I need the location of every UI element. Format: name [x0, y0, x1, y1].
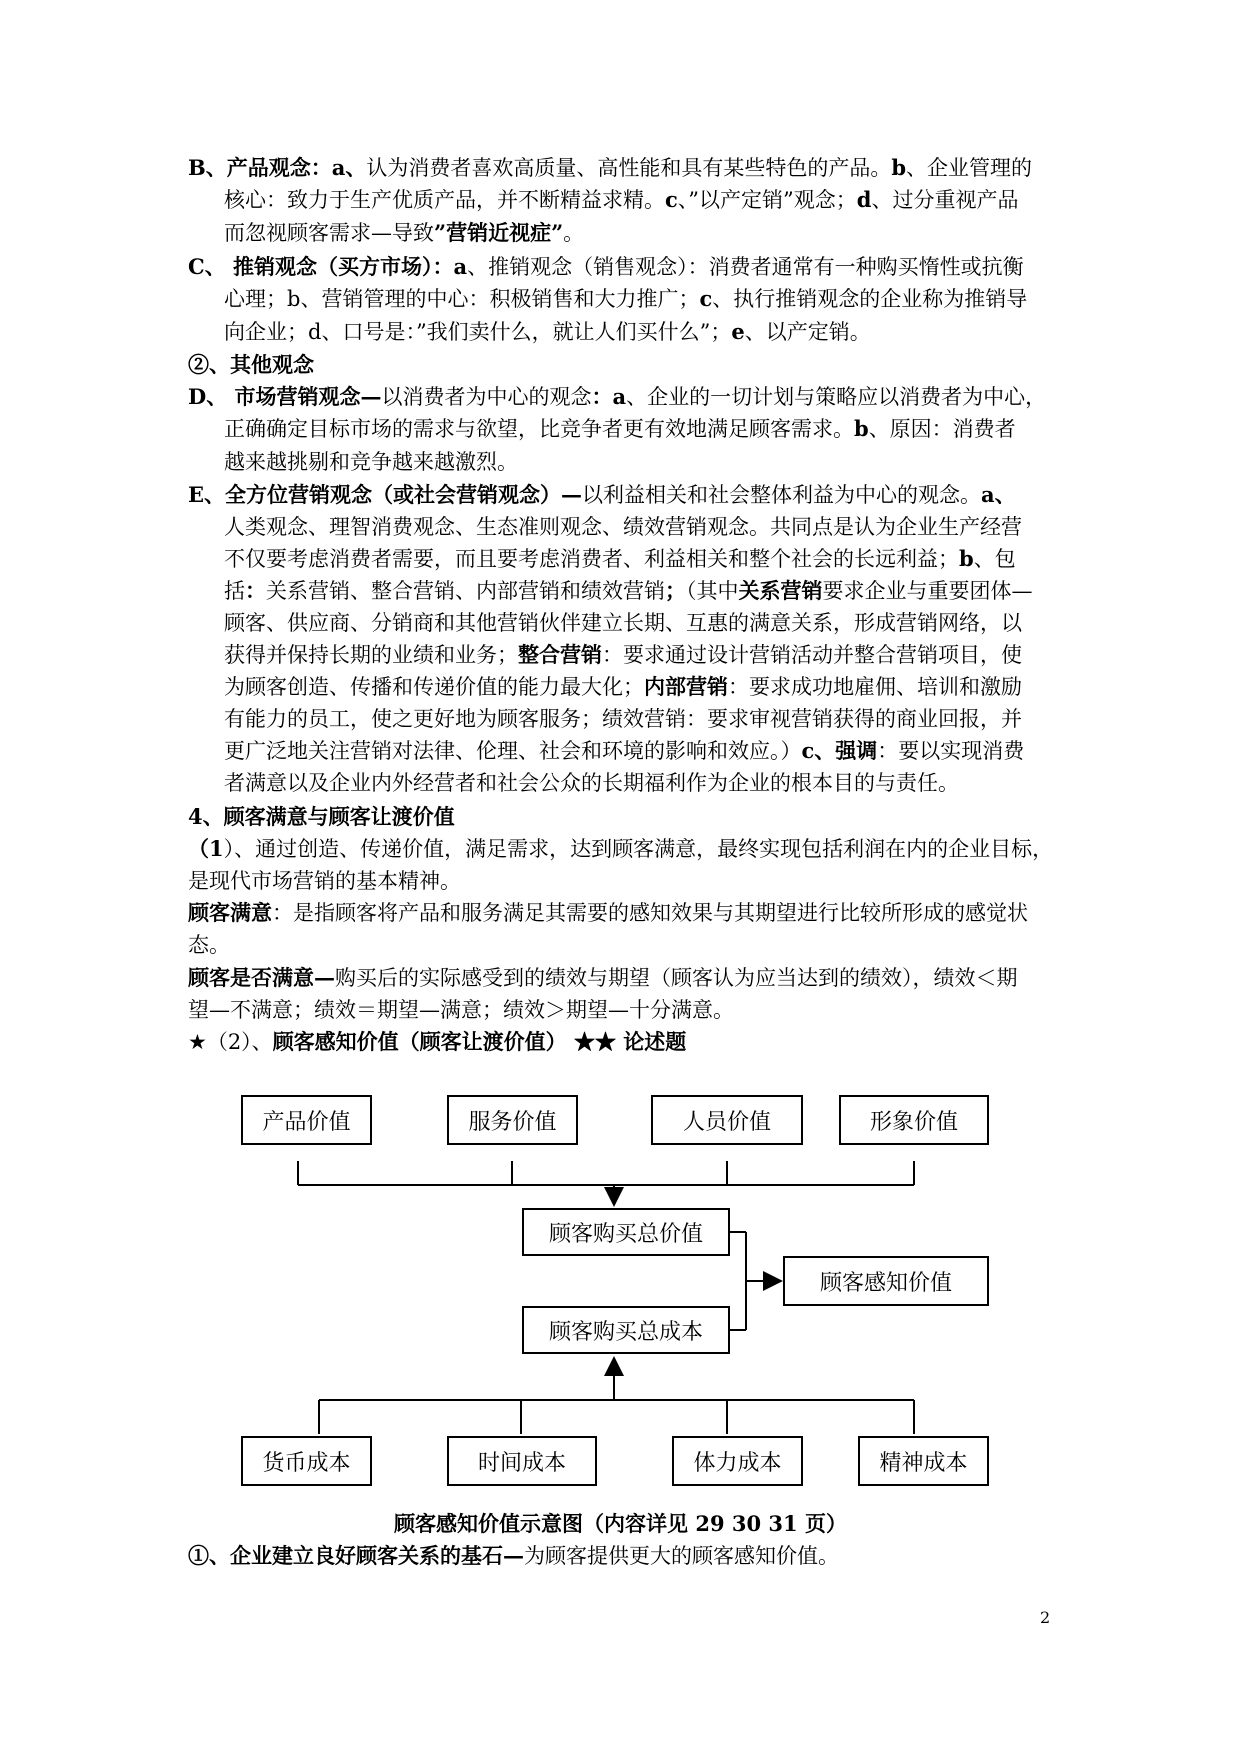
text-run: b — [854, 416, 869, 441]
text-run: 、推销观念（销售观念）：消费者通常有一种购买惰性或抗衡 — [467, 255, 1024, 279]
text-run: 、过分重视产品 — [871, 188, 1019, 212]
text-run: 为顾客创造、传播和传递价值的能力最大化； — [224, 675, 644, 699]
text-run: ：要以实现消费 — [877, 739, 1025, 763]
text-run: 、原因：消费者 — [868, 417, 1016, 441]
text-run: ”营销近视症” — [434, 220, 564, 245]
text-run: 关系营销、整合营销、内部营销和绩效营销 — [266, 579, 665, 603]
text-run: 、企业管理的 — [906, 156, 1033, 180]
text-run: B、产品观念：a、 — [188, 155, 367, 180]
text-run: e — [731, 319, 745, 344]
text-run: ②、其他观念 — [188, 352, 314, 377]
text-run: 望—不满意；绩效＝期望—满意；绩效＞期望—十分满意。 — [188, 998, 734, 1022]
cost-physical: 体力成本 — [672, 1436, 803, 1486]
text-run: 购买后的实际感受到的绩效与期望（顾客认为应当达到的绩效），绩效＜期 — [335, 966, 1018, 990]
text-run: ： — [245, 578, 266, 603]
cost-mental: 精神成本 — [858, 1436, 989, 1486]
text-run: 、”以产定销”观念； — [677, 188, 857, 212]
text-run: 顾客感知价值（顾客让渡价值） ★★ 论述题 — [272, 1029, 687, 1054]
value-image: 形象价值 — [839, 1095, 989, 1145]
text-run: E、全方位营销观念（或社会营销观念）— — [188, 482, 583, 507]
text-run: 不仅要考虑消费者需要，而且要考虑消费者、利益相关和整个社会的长远利益； — [224, 547, 959, 571]
page-number: 2 — [1040, 1608, 1051, 1627]
value-product: 产品价值 — [241, 1095, 372, 1145]
text-run: 要求企业与重要团体— — [822, 579, 1033, 603]
text-run: 整合营销 — [518, 642, 602, 667]
text-run: ）、通过创造、传递价值，满足需求，达到顾客满意，最终实现包括利润在内的企业目标， — [223, 837, 1054, 861]
text-run: 、执行推销观念的企业称为推销导 — [712, 287, 1028, 311]
text-run: 态。 — [188, 933, 230, 957]
text-run: 顾客满意 — [188, 900, 272, 925]
text-run: 关系营销 — [738, 578, 823, 603]
text-run: ★（2）、 — [188, 1030, 273, 1054]
text-run: 认为消费者喜欢高质量、高性能和具有某些特色的产品。 — [366, 156, 892, 180]
text-run: （1 — [188, 836, 224, 861]
text-run: 而忽视顾客需求—导致 — [224, 221, 434, 245]
text-run: 括 — [224, 579, 245, 603]
text-run: ：要求通过设计营销活动并整合营销项目，使 — [602, 643, 1022, 667]
value-personnel: 人员价值 — [651, 1095, 803, 1145]
text-run: ：a — [591, 384, 627, 409]
text-run: 顾客是否满意— — [188, 965, 335, 990]
closing-line — [188, 1540, 1241, 1572]
text-run: （其中 — [686, 579, 739, 603]
text-run: ：要求成功地雇佣、培训和激励 — [728, 675, 1022, 699]
text-run: ①、企业建立良好顾客关系的基石— — [188, 1543, 524, 1568]
text-run: 顾客、供应商、分销商和其他营销伙伴建立长期、互惠的满意关系，形成营销网络，以 — [224, 611, 1022, 635]
text-run: 更广泛地关注营销对法律、伦理、社会和环境的影响和效应。） — [224, 739, 802, 763]
text-run: 、企业的一切计划与策略应以消费者为中心， — [626, 385, 1047, 409]
diagram-caption: 顾客感知价值示意图（内容详见 29 30 31 页） — [394, 1511, 847, 1536]
text-run: 4、顾客满意与顾客让渡价值 — [188, 804, 455, 829]
perceived-value-box: 顾客感知价值 — [783, 1256, 989, 1306]
text-run: 核心：致力于生产优质产品，并不断精益求精。 — [224, 188, 665, 212]
text-run: 获得并保持长期的业绩和业务； — [224, 643, 518, 667]
text-run: 心理；b、营销管理的中心：积极销售和大力推广； — [224, 287, 700, 311]
text-run: 、以产定销。 — [744, 320, 871, 344]
text-run: 是现代市场营销的基本精神。 — [188, 869, 461, 893]
text-run: 越来越挑剔和竞争越来越激烈。 — [224, 450, 518, 474]
value-service: 服务价值 — [447, 1095, 578, 1145]
text-run: c — [665, 187, 678, 212]
text-run: 者满意以及企业内外经营者和社会公众的长期福利作为企业的根本目的与责任。 — [224, 771, 959, 795]
text-run: 有能力的员工，使之更好地为顾客服务；绩效营销：要求审视营销获得的商业回报，并 — [224, 707, 1022, 731]
text-run: 内部营销 — [644, 674, 728, 699]
text-run: 。 — [563, 221, 585, 245]
text-run: C、 推销观念（买方市场）：a — [188, 254, 468, 279]
cost-time: 时间成本 — [447, 1436, 597, 1486]
text-run: 人类观念、理智消费观念、生态准则观念、绩效营销观念。共同点是认为企业生产经营 — [224, 515, 1022, 539]
text-run: D、 市场营销观念— — [188, 384, 382, 409]
text-run: b — [891, 155, 907, 180]
text-run: c — [699, 286, 713, 311]
total-cost-box: 顾客购买总成本 — [522, 1306, 730, 1354]
text-run: ； — [665, 578, 686, 603]
text-run: 正确确定目标市场的需求与欲望，比竞争者更有效地满足顾客需求。 — [224, 417, 854, 441]
text-run: c、强调 — [801, 738, 878, 763]
text-run: b — [959, 546, 974, 571]
total-value-box: 顾客购买总价值 — [522, 1208, 730, 1256]
text-run: 以消费者为中心的观念 — [381, 385, 592, 409]
text-run: 向企业；d、口号是：”我们卖什么，就让人们买什么”； — [224, 320, 732, 344]
text-run: 以利益相关和社会整体利益为中心的观念。 — [582, 483, 982, 507]
text-run: d — [856, 187, 872, 212]
text-run: 为顾客提供更大的顾客感知价值。 — [524, 1544, 839, 1568]
text-run: ：是指顾客将产品和服务满足其需要的感知效果与其期望进行比较所形成的感觉状 — [272, 901, 1028, 925]
text-run: a、 — [981, 482, 1016, 507]
cost-money: 货币成本 — [241, 1436, 372, 1486]
text-run: 、包 — [973, 547, 1016, 571]
